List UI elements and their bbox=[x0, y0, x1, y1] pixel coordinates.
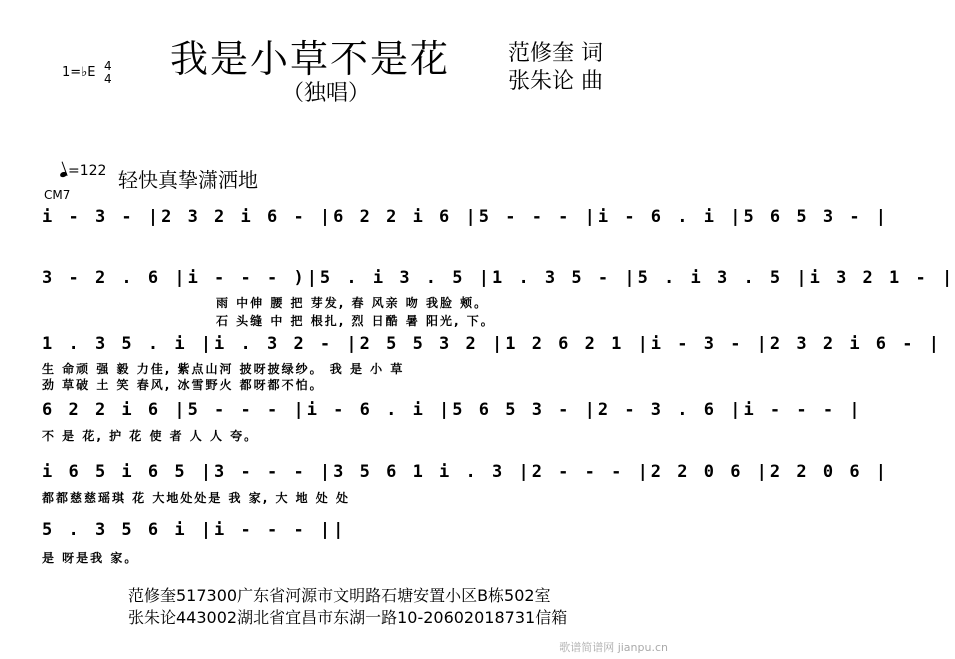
quarter-note-icon bbox=[59, 171, 67, 178]
lyrics-line6: 是 呀是我 家。 bbox=[42, 551, 139, 565]
address-lyricist: 范修奎517300广东省河源市文明路石塘安置小区B栋502室 bbox=[128, 586, 551, 605]
score-line-4: 6 2 2 i 6 |5 - - - |i - 6 . i |5 6 5 3 - |2 - 3 . 6 |i - - - | bbox=[42, 400, 863, 420]
score-line-5: i 6 5 i 6 5 |3 - - - |3 5 6 1 i . 3 |2 - - - |2 2 0 6 |2 2 0 6 | bbox=[42, 462, 890, 482]
time-bottom: 4 bbox=[104, 72, 112, 86]
lyrics-line5: 都都慈慈瑶琪 花 大地处处是 我 家, 大 地 处 处 bbox=[42, 491, 350, 505]
tempo-marking bbox=[60, 163, 106, 179]
performance-style: 轻快真挚潇洒地 bbox=[118, 168, 258, 192]
score-line-2: 3 - 2 . 6 |i - - - )|5 . i 3 . 5 |1 . 3 5 - |5 . i 3 . 5 |i 3 2 1 - | bbox=[42, 268, 955, 288]
score-line-3: 1 . 3 5 . i |i . 3 2 - |2 5 5 3 2 |1 2 6 2 1 |i - 3 - |2 3 2 i 6 - | bbox=[42, 334, 942, 354]
chord-symbol: CM7 bbox=[44, 188, 71, 202]
lyrics-verse1-b: 石 头缝 中 把 根扎, 烈 日酷 暑 阳光, 下。 bbox=[216, 314, 495, 328]
song-title: 我是小草不是花 bbox=[170, 37, 451, 81]
watermark: 歌谱简谱网 jianpu.cn bbox=[559, 641, 668, 654]
address-composer: 张朱论443002湖北省宜昌市东湖一路10-20602018731信箱 bbox=[128, 608, 568, 627]
score-line-1: i - 3 - |2 3 2 i 6 - |6 2 2 i 6 |5 - - - |i - 6 . i |5 6 5 3 - | bbox=[42, 207, 890, 227]
lyrics-verse2-a: 生 命顽 强 毅 力佳, 紫点山河 披呀披绿纱。 我 是 小 草 bbox=[42, 362, 405, 376]
composer-credit: 张朱论 曲 bbox=[508, 69, 603, 94]
key-signature: 1=♭E bbox=[62, 65, 96, 80]
time-signature bbox=[104, 60, 112, 86]
lyrics-verse1-a: 雨 中伸 腰 把 芽发, 春 风亲 吻 我脸 颊。 bbox=[216, 296, 489, 310]
lyrics-line4: 不 是 花, 护 花 使 者 人 人 夸。 bbox=[42, 429, 259, 443]
lyrics-verse2-b: 劲 草破 土 笑 春风, 冰雪野火 都呀都不怕。 bbox=[42, 378, 324, 392]
time-top: 4 bbox=[104, 59, 112, 73]
tempo-value: =122 bbox=[68, 163, 107, 179]
score-line-6: 5 . 3 5 6 i |i - - - || bbox=[42, 520, 347, 540]
song-subtitle: （独唱） bbox=[282, 81, 371, 106]
lyricist-credit: 范修奎 词 bbox=[508, 41, 603, 66]
